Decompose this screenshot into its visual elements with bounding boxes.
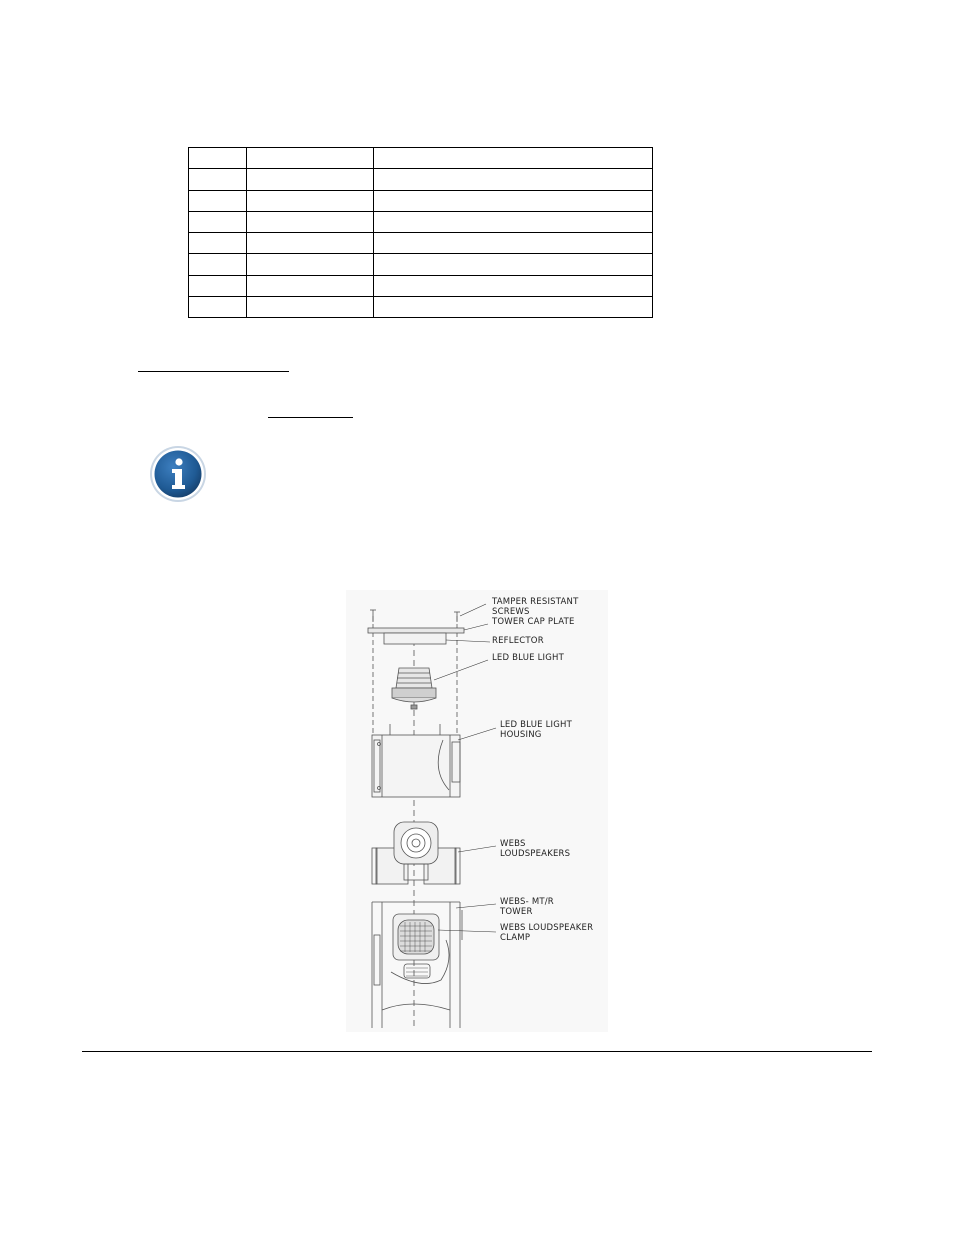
- table-cell: [189, 296, 247, 317]
- assembly-drawing: [346, 590, 608, 1032]
- table-cell: [247, 190, 374, 211]
- webs-loudspeakers: [372, 822, 460, 884]
- label-webs-loudspeakers: WEBS LOUDSPEAKERS: [500, 839, 571, 859]
- section-heading-underline: [138, 371, 289, 372]
- table-row: [189, 233, 653, 254]
- table-cell: [374, 275, 653, 296]
- table-row: [189, 296, 653, 317]
- table-cell: [374, 254, 653, 275]
- label-tamper-screws: TAMPER RESISTANT SCREWS: [492, 597, 579, 617]
- table-cell: [189, 254, 247, 275]
- table-cell: [374, 169, 653, 190]
- table-cell: [374, 211, 653, 232]
- table-cell: [189, 275, 247, 296]
- table-cell: [189, 148, 247, 169]
- led-light-housing: [372, 735, 460, 797]
- table-cell: [247, 275, 374, 296]
- table-cell: [189, 190, 247, 211]
- table-cell: [189, 169, 247, 190]
- table-row: [189, 148, 653, 169]
- table-row: [189, 211, 653, 232]
- table-row: [189, 169, 653, 190]
- table-cell: [247, 233, 374, 254]
- tower-cap-plate: [368, 628, 464, 633]
- label-led-blue-light: LED BLUE LIGHT: [492, 653, 565, 663]
- table-cell: [189, 233, 247, 254]
- label-loudspeaker-clamp: WEBS LOUDSPEAKER CLAMP: [500, 923, 594, 943]
- footer-rule: [82, 1051, 872, 1052]
- table-cell: [247, 296, 374, 317]
- reflector: [384, 633, 446, 644]
- table-cell: [247, 254, 374, 275]
- loudspeaker-clamp: [393, 914, 439, 978]
- table-cell: [189, 211, 247, 232]
- subheading-underline: [268, 417, 353, 418]
- label-tower-cap-plate: TOWER CAP PLATE: [492, 617, 575, 627]
- info-icon: [149, 445, 207, 503]
- table-cell: [247, 148, 374, 169]
- label-reflector: REFLECTOR: [492, 636, 544, 646]
- label-webs-tower: WEBS- MT/R TOWER: [500, 897, 554, 917]
- table-cell: [374, 296, 653, 317]
- table-cell: [374, 190, 653, 211]
- table-cell: [247, 169, 374, 190]
- table-cell: [247, 211, 374, 232]
- table-row: [189, 254, 653, 275]
- table-row: [189, 275, 653, 296]
- tamper-screws: [370, 610, 460, 622]
- assembly-diagram: [346, 590, 608, 1032]
- table-cell: [374, 148, 653, 169]
- table-row: [189, 190, 653, 211]
- label-led-housing: LED BLUE LIGHT HOUSING: [500, 720, 573, 740]
- parts-table: [188, 147, 653, 318]
- table-cell: [374, 233, 653, 254]
